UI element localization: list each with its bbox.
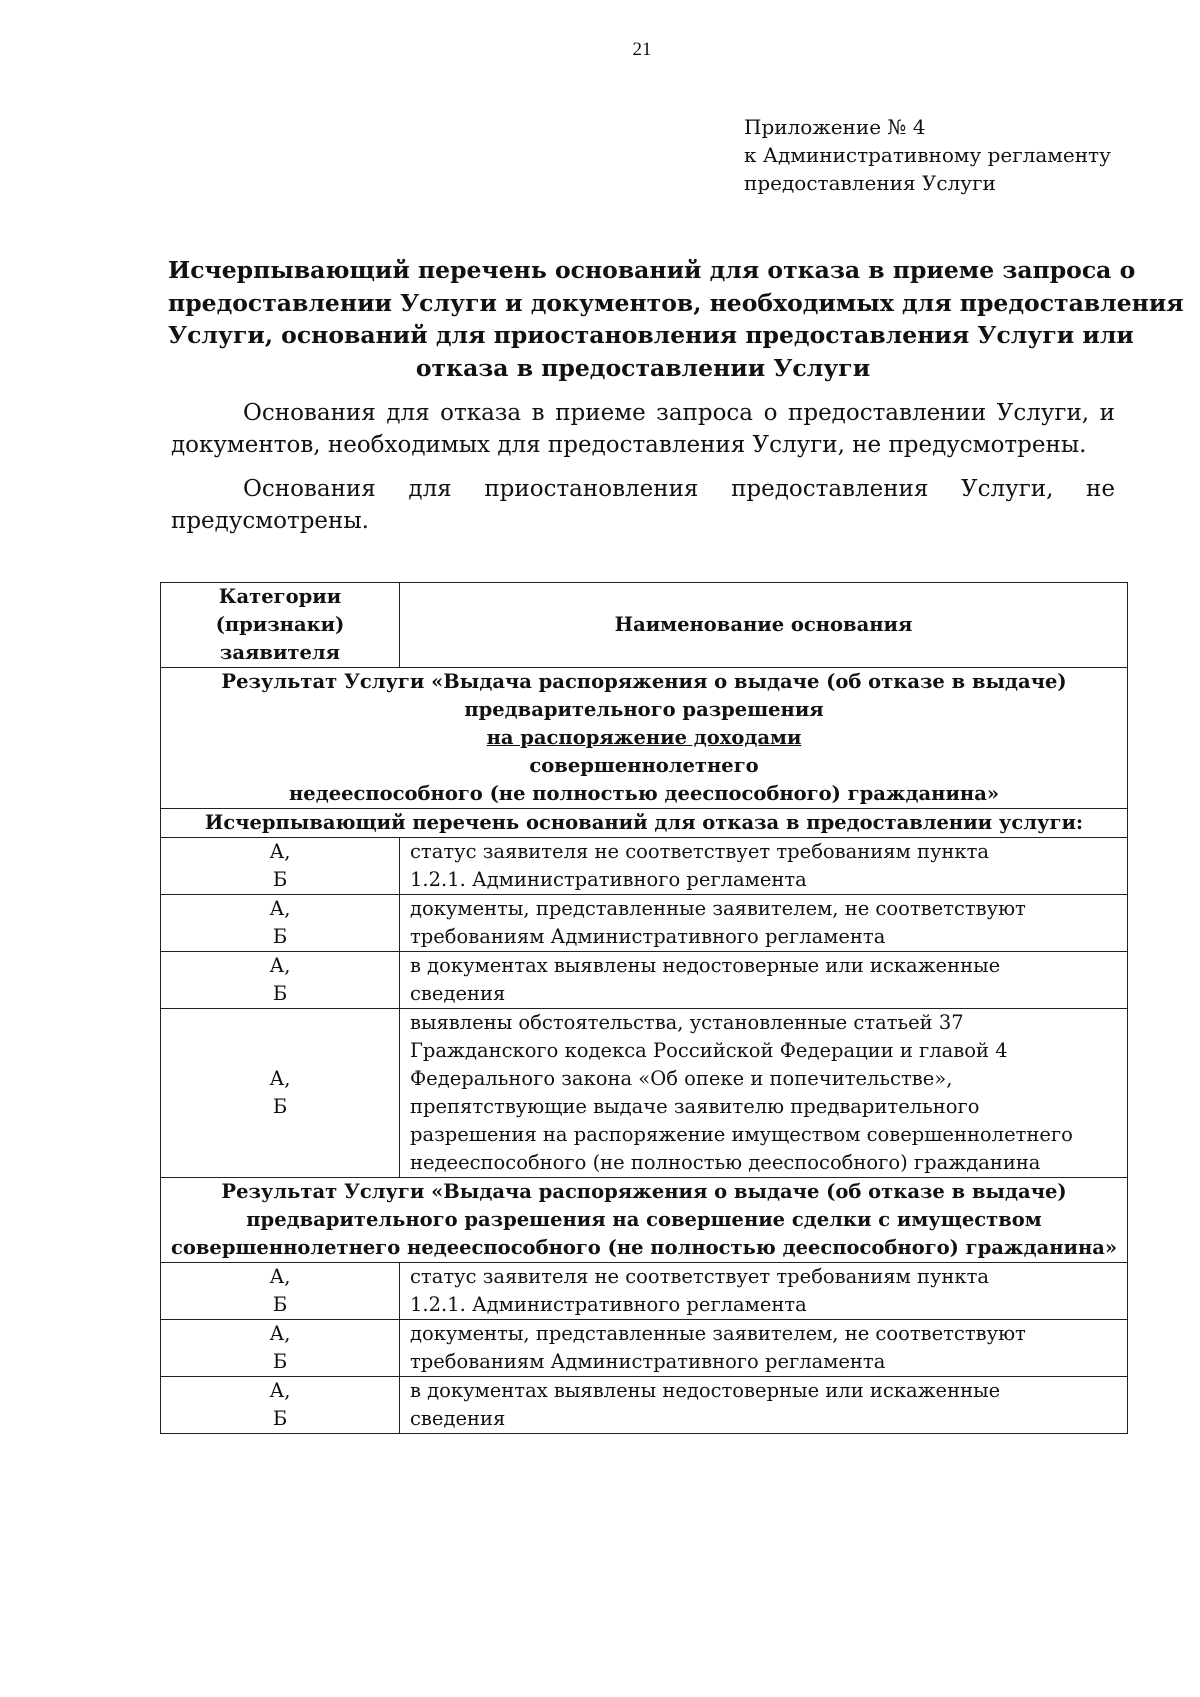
title-line: Услуги, оснований для приостановления предоставления Услуги или (168, 321, 1134, 349)
reason-line: статус заявителя не соответствует требованиям пункта (410, 1265, 990, 1288)
grounds-table (160, 582, 1128, 1434)
category-value: Б (272, 1350, 288, 1373)
reason-cell (400, 1263, 1128, 1320)
category-value: Б (272, 925, 288, 948)
applicant-category-cell (161, 952, 400, 1009)
reason-line: документы, представленные заявителем, не соответствуют (410, 897, 1026, 920)
paragraph-line: документов, необходимых для предоставления Услуги, не предусмотрены. (171, 431, 1087, 458)
table-row (161, 1009, 1128, 1178)
reason-line: выявлены обстоятельства, установленные статьей 37 (410, 1011, 964, 1034)
category-value: Б (272, 982, 288, 1005)
table-row (161, 895, 1128, 952)
table-row (161, 1263, 1128, 1320)
underlined-text: на распоряжение доходами (486, 726, 802, 749)
category-value: А, (269, 954, 291, 977)
reason-line: сведения (410, 982, 506, 1005)
reason-line: препятствующие выдаче заявителю предварительного (410, 1095, 980, 1118)
subsection-heading (161, 809, 1128, 838)
intro-paragraph-refusal (171, 398, 1115, 461)
reason-cell (400, 1377, 1128, 1434)
table-header-row (161, 583, 1128, 668)
appendix-line: предоставления Услуги (744, 171, 996, 195)
reason-line: 1.2.1. Административного регламента (410, 868, 807, 891)
reason-cell (400, 838, 1128, 895)
category-value: А, (269, 1265, 291, 1288)
appendix-line: Приложение № 4 (744, 115, 926, 139)
section-heading-line (171, 696, 1117, 780)
section-heading-line: предварительного разрешения на совершение сделки с имуществом (246, 1208, 1042, 1231)
applicant-category-cell (161, 1320, 400, 1377)
reason-line: в документах выявлены недостоверные или искаженные (410, 954, 1001, 977)
category-value: А, (269, 1067, 291, 1090)
reason-line: в документах выявлены недостоверные или искаженные (410, 1379, 1001, 1402)
category-value: А, (269, 897, 291, 920)
reason-line: недееспособного (не полностью дееспособного) гражданина (410, 1151, 1041, 1174)
reason-line: требованиям Административного регламента (410, 925, 886, 948)
grounds-group-2 (161, 1263, 1128, 1434)
category-header-line: Категории (218, 585, 342, 608)
section-heading (161, 1178, 1128, 1263)
reason-line: Гражданского кодекса Российской Федерации и главой 4 (410, 1039, 1008, 1062)
table-row (161, 1320, 1128, 1377)
section-row (161, 1178, 1128, 1263)
reason-cell (400, 1009, 1128, 1178)
reason-line: разрешения на распоряжение имуществом совершеннолетнего (410, 1123, 1073, 1146)
reason-line: 1.2.1. Административного регламента (410, 1293, 807, 1316)
reason-header: Наименование основания (400, 583, 1128, 668)
category-value: Б (272, 1095, 288, 1118)
category-value: А, (269, 840, 291, 863)
section-heading-line: совершеннолетнего недееспособного (не полностью дееспособного) гражданина» (171, 1236, 1118, 1259)
section-row (161, 668, 1128, 809)
applicant-category-cell (161, 895, 400, 952)
paragraph-line: Основания для приостановления предоставления Услуги, не (243, 476, 1115, 502)
category-header-line: заявителя (219, 641, 341, 664)
section-heading-line: Результат Услуги «Выдача распоряжения о выдаче (об отказе в выдаче) (221, 1180, 1067, 1203)
grounds-group-1 (161, 838, 1128, 1178)
applicant-category-cell (161, 1263, 400, 1320)
reason-line: статус заявителя не соответствует требованиям пункта (410, 840, 990, 863)
table-row (161, 952, 1128, 1009)
category-value: Б (272, 1293, 288, 1316)
table-row (161, 838, 1128, 895)
title-line: предоставлении Услуги и документов, необходимых для предоставления (168, 288, 1184, 317)
intro-paragraph-suspension (171, 474, 1115, 537)
subsection-row (161, 809, 1128, 838)
category-header (161, 583, 400, 668)
section-heading-text: предварительного разрешения (464, 698, 824, 721)
reason-cell (400, 952, 1128, 1009)
category-header-line: (признаки) (215, 613, 345, 636)
reason-line: документы, представленные заявителем, не соответствуют (410, 1322, 1026, 1345)
reason-cell (400, 1320, 1128, 1377)
appendix-line: к Административному регламенту (744, 143, 1111, 167)
section-heading-line: Результат Услуги «Выдача распоряжения о выдаче (об отказе в выдаче) (221, 670, 1067, 693)
category-value: Б (272, 1407, 288, 1430)
title-line: Исчерпывающий перечень оснований для отказа в приеме запроса о (168, 256, 1136, 284)
reason-cell (400, 895, 1128, 952)
category-value: А, (269, 1379, 291, 1402)
paragraph-line: предусмотрены. (171, 507, 369, 534)
reason-line: сведения (410, 1407, 506, 1430)
paragraph-line: Основания для отказа в приеме запроса о предоставлении Услуги, и (243, 400, 1115, 426)
title-line: отказа в предоставлении Услуги (415, 353, 871, 382)
appendix-note (744, 113, 1111, 197)
applicant-category-cell (161, 1009, 400, 1178)
reason-line: требованиям Административного регламента (410, 1350, 886, 1373)
section-heading-line: недееспособного (не полностью дееспособного) гражданина» (289, 782, 1000, 805)
subsection-heading-line: Исчерпывающий перечень оснований для отказа в предоставлении услуги: (204, 811, 1084, 834)
applicant-category-cell (161, 838, 400, 895)
section-heading (161, 668, 1128, 809)
reason-line: Федерального закона «Об опеке и попечительстве», (410, 1067, 953, 1090)
page-number: 21 (632, 39, 652, 60)
document-title (168, 254, 1184, 384)
section-heading-text: совершеннолетнего (529, 754, 759, 777)
applicant-category-cell (161, 1377, 400, 1434)
category-value: А, (269, 1322, 291, 1345)
table-row (161, 1377, 1128, 1434)
category-value: Б (272, 868, 288, 891)
